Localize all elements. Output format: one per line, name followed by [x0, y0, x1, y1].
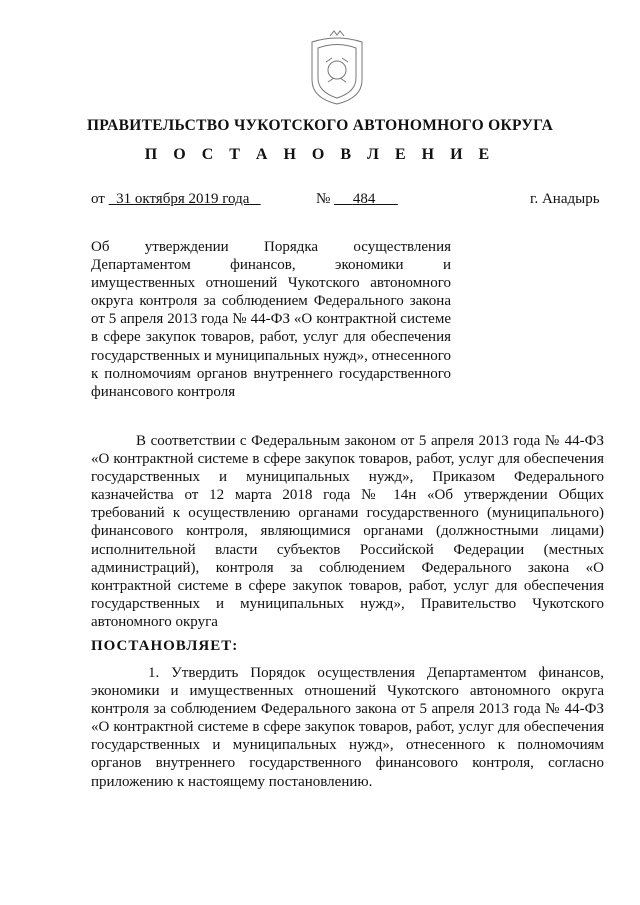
resolves-heading: ПОСТАНОВЛЯЕТ: — [91, 638, 239, 654]
number-value: 484 — [352, 191, 376, 207]
date-value: 31 октября 2019 года — [116, 191, 250, 207]
number-prefix: № — [316, 191, 331, 207]
coat-of-arms-icon — [304, 28, 370, 108]
preamble-paragraph: В соответствии с Федеральным законом от 5 апреля 2013 года № 44-ФЗ «О контрактной системе в сфере закупок товаров, работ, услуг для обеспечения государственных и муниципальных нужд», Приказом Федерального казначейства от 12 марта 2018 года № 14н «Об утверждении Общих требований к осуществлению органами государственного (муниципального) финансового контроля, являющимися органами (должностными лицами) исполнительной власти субъектов Российской Федерации (местных администраций), контроля за соблюдением Федерального закона «О контрактной системе в сфере закупок товаров, работ, услуг для обеспечения государственных и муниципальных нужд», Правительство Чукотского автономного округа — [91, 433, 604, 630]
document-type-title: П О С Т А Н О В Л Е Н И Е — [144, 146, 496, 163]
decree-date — [91, 191, 261, 208]
decree-subject: Об утверждении Порядка осуществления Департаментом финансов, экономики и имущественных отношений Чукотского автономного округа контроля за соблюдением Федерального закона от 5 апреля 2013 года № 44-ФЗ «О контрактной системе в сфере закупок товаров, работ, услуг для обеспечения государственных и муниципальных нужд», отнесенного к полномочиям органов внутреннего государственного финансового контроля — [91, 239, 451, 400]
organization-title: ПРАВИТЕЛЬСТВО ЧУКОТСКОГО АВТОНОМНОГО ОКРУГА — [86, 117, 554, 134]
date-prefix: от — [91, 191, 105, 207]
resolution-item-1: 1. Утвердить Порядок осуществления Департаментом финансов, экономики и имущественных отношений Чукотского автономного округа контроля за соблюдением Федерального закона от 5 апреля 2013 года № 44-ФЗ «О контрактной системе в сфере закупок товаров, работ, услуг для обеспечения государственных и муниципальных нужд», отнесенного к полномочиям органов внутреннего государственного финансового контроля, согласно приложению к настоящему постановлению. — [91, 665, 604, 790]
place: г. Анадырь — [530, 191, 600, 207]
decree-number — [316, 191, 398, 208]
